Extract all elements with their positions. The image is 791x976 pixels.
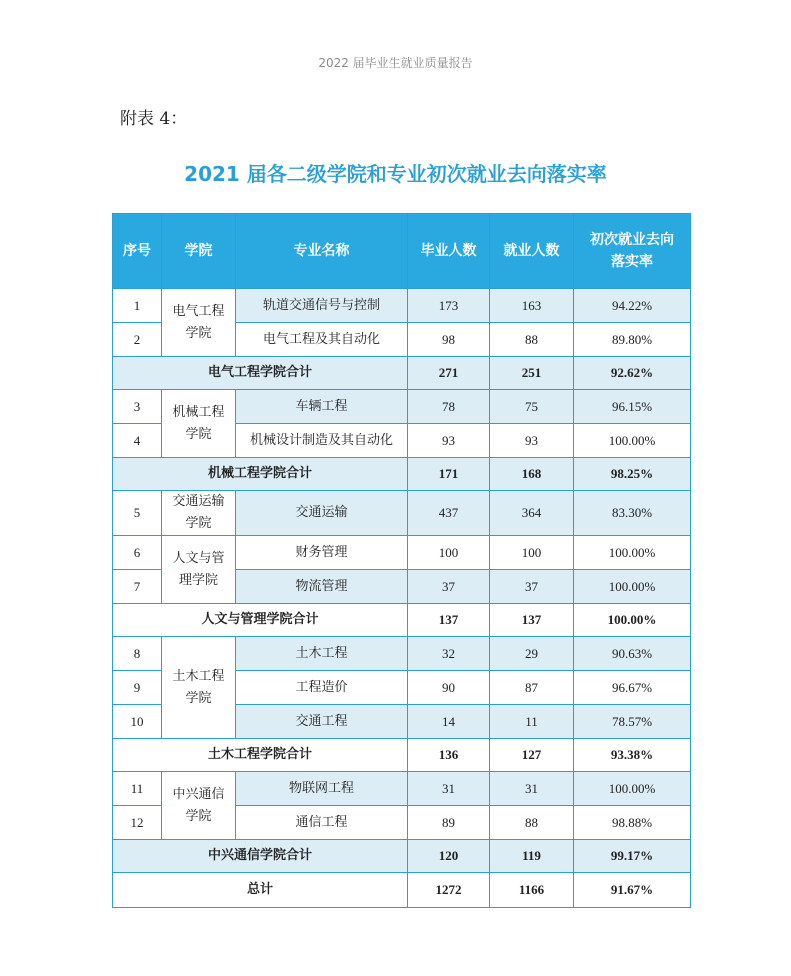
cell-index: 8 bbox=[113, 637, 162, 671]
employment-rate-table bbox=[112, 213, 691, 908]
cell-major: 轨道交通信号与控制 bbox=[236, 289, 408, 323]
cell-graduates: 89 bbox=[408, 806, 490, 840]
subtotal-row bbox=[113, 604, 691, 637]
cell-graduates: 32 bbox=[408, 637, 490, 671]
subtotal-label: 土木工程学院合计 bbox=[113, 739, 408, 772]
cell-rate: 78.57% bbox=[574, 705, 691, 739]
cell-index: 1 bbox=[113, 289, 162, 323]
cell-rate: 98.88% bbox=[574, 806, 691, 840]
cell-major: 物联网工程 bbox=[236, 772, 408, 806]
column-header-employed: 就业人数 bbox=[490, 214, 574, 289]
subtotal-employed: 119 bbox=[490, 840, 574, 873]
cell-rate: 100.00% bbox=[574, 772, 691, 806]
subtotal-rate: 100.00% bbox=[574, 604, 691, 637]
cell-major: 财务管理 bbox=[236, 536, 408, 570]
cell-major: 物流管理 bbox=[236, 570, 408, 604]
cell-index: 4 bbox=[113, 424, 162, 458]
table-header-row bbox=[113, 214, 691, 289]
subtotal-rate: 98.25% bbox=[574, 458, 691, 491]
column-header-major: 专业名称 bbox=[236, 214, 408, 289]
subtotal-row bbox=[113, 739, 691, 772]
cell-major: 机械设计制造及其自动化 bbox=[236, 424, 408, 458]
cell-employed: 364 bbox=[490, 491, 574, 536]
subtotal-rate: 93.38% bbox=[574, 739, 691, 772]
cell-major: 电气工程及其自动化 bbox=[236, 323, 408, 357]
cell-rate: 94.22% bbox=[574, 289, 691, 323]
subtotal-row bbox=[113, 357, 691, 390]
column-header-index: 序号 bbox=[113, 214, 162, 289]
cell-employed: 88 bbox=[490, 323, 574, 357]
cell-index: 3 bbox=[113, 390, 162, 424]
cell-college: 机械工程学院 bbox=[162, 390, 236, 458]
subtotal-graduates: 171 bbox=[408, 458, 490, 491]
cell-graduates: 100 bbox=[408, 536, 490, 570]
cell-employed: 31 bbox=[490, 772, 574, 806]
cell-major: 车辆工程 bbox=[236, 390, 408, 424]
cell-graduates: 31 bbox=[408, 772, 490, 806]
cell-index: 2 bbox=[113, 323, 162, 357]
column-header-rate: 初次就业去向落实率 bbox=[574, 214, 691, 289]
subtotal-employed: 127 bbox=[490, 739, 574, 772]
cell-rate: 83.30% bbox=[574, 491, 691, 536]
cell-rate: 100.00% bbox=[574, 424, 691, 458]
subtotal-employed: 137 bbox=[490, 604, 574, 637]
cell-college: 交通运输学院 bbox=[162, 491, 236, 536]
cell-employed: 93 bbox=[490, 424, 574, 458]
cell-employed: 88 bbox=[490, 806, 574, 840]
total-graduates: 1272 bbox=[408, 873, 490, 908]
cell-employed: 75 bbox=[490, 390, 574, 424]
subtotal-rate: 92.62% bbox=[574, 357, 691, 390]
cell-college: 中兴通信学院 bbox=[162, 772, 236, 840]
table-row bbox=[113, 536, 691, 570]
cell-major: 土木工程 bbox=[236, 637, 408, 671]
cell-index: 11 bbox=[113, 772, 162, 806]
cell-index: 10 bbox=[113, 705, 162, 739]
cell-index: 12 bbox=[113, 806, 162, 840]
table-row bbox=[113, 289, 691, 323]
cell-major: 通信工程 bbox=[236, 806, 408, 840]
subtotal-graduates: 271 bbox=[408, 357, 490, 390]
table-row bbox=[113, 491, 691, 536]
subtotal-rate: 99.17% bbox=[574, 840, 691, 873]
cell-employed: 100 bbox=[490, 536, 574, 570]
subtotal-label: 机械工程学院合计 bbox=[113, 458, 408, 491]
table-row bbox=[113, 390, 691, 424]
total-row bbox=[113, 873, 691, 908]
subtotal-graduates: 137 bbox=[408, 604, 490, 637]
cell-rate: 100.00% bbox=[574, 536, 691, 570]
cell-graduates: 90 bbox=[408, 671, 490, 705]
total-rate: 91.67% bbox=[574, 873, 691, 908]
subtotal-label: 中兴通信学院合计 bbox=[113, 840, 408, 873]
cell-graduates: 78 bbox=[408, 390, 490, 424]
cell-major: 工程造价 bbox=[236, 671, 408, 705]
column-header-college: 学院 bbox=[162, 214, 236, 289]
subtotal-row bbox=[113, 458, 691, 491]
total-label: 总计 bbox=[113, 873, 408, 908]
column-header-graduates: 毕业人数 bbox=[408, 214, 490, 289]
cell-index: 7 bbox=[113, 570, 162, 604]
cell-rate: 100.00% bbox=[574, 570, 691, 604]
cell-college: 土木工程学院 bbox=[162, 637, 236, 739]
cell-graduates: 14 bbox=[408, 705, 490, 739]
table-row bbox=[113, 637, 691, 671]
subtotal-employed: 251 bbox=[490, 357, 574, 390]
cell-college: 人文与管理学院 bbox=[162, 536, 236, 604]
cell-index: 5 bbox=[113, 491, 162, 536]
cell-graduates: 173 bbox=[408, 289, 490, 323]
running-header: 2022 届毕业生就业质量报告 bbox=[318, 56, 473, 70]
table-title: 2021 届各二级学院和专业初次就业去向落实率 bbox=[184, 162, 607, 186]
cell-rate: 90.63% bbox=[574, 637, 691, 671]
subtotal-graduates: 120 bbox=[408, 840, 490, 873]
cell-graduates: 37 bbox=[408, 570, 490, 604]
cell-employed: 11 bbox=[490, 705, 574, 739]
cell-major: 交通运输 bbox=[236, 491, 408, 536]
subtotal-label: 人文与管理学院合计 bbox=[113, 604, 408, 637]
cell-index: 9 bbox=[113, 671, 162, 705]
table-row bbox=[113, 772, 691, 806]
cell-graduates: 98 bbox=[408, 323, 490, 357]
cell-rate: 89.80% bbox=[574, 323, 691, 357]
cell-college: 电气工程学院 bbox=[162, 289, 236, 357]
cell-employed: 163 bbox=[490, 289, 574, 323]
cell-employed: 29 bbox=[490, 637, 574, 671]
cell-index: 6 bbox=[113, 536, 162, 570]
total-employed: 1166 bbox=[490, 873, 574, 908]
subtotal-label: 电气工程学院合计 bbox=[113, 357, 408, 390]
cell-graduates: 437 bbox=[408, 491, 490, 536]
cell-employed: 87 bbox=[490, 671, 574, 705]
appendix-label: 附表 4： bbox=[120, 109, 188, 129]
cell-employed: 37 bbox=[490, 570, 574, 604]
subtotal-row bbox=[113, 840, 691, 873]
cell-graduates: 93 bbox=[408, 424, 490, 458]
cell-rate: 96.67% bbox=[574, 671, 691, 705]
subtotal-graduates: 136 bbox=[408, 739, 490, 772]
cell-rate: 96.15% bbox=[574, 390, 691, 424]
subtotal-employed: 168 bbox=[490, 458, 574, 491]
cell-major: 交通工程 bbox=[236, 705, 408, 739]
